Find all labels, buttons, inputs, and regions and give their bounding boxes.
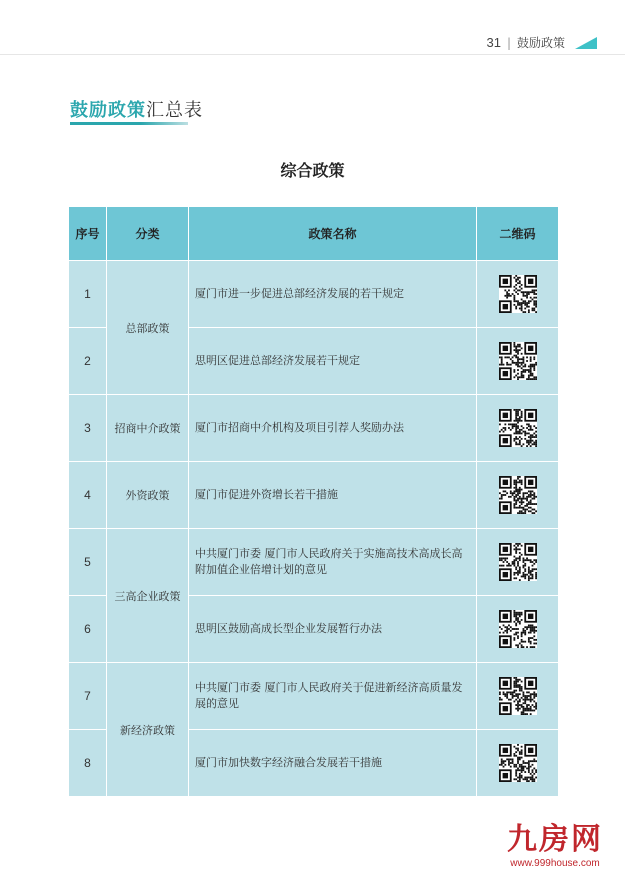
qr-cell [477, 261, 559, 328]
qr-code-icon[interactable] [499, 476, 537, 514]
watermark [507, 814, 603, 869]
row-number: 7 [69, 663, 107, 730]
policy-name: 厦门市促进外资增长若干措施 [189, 462, 477, 529]
table-row [69, 395, 559, 462]
header-section: 鼓励政策 [516, 36, 565, 50]
table-title: 综合政策 [280, 161, 345, 180]
table-row [69, 261, 559, 328]
page-number: 31 [486, 35, 501, 50]
header-no: 序号 [69, 207, 107, 261]
corner-triangle-icon [575, 37, 597, 49]
qr-code-icon[interactable] [499, 744, 537, 782]
qr-code-icon[interactable] [499, 409, 537, 447]
page-header [486, 34, 597, 51]
qr-cell [477, 395, 559, 462]
watermark-logo: 九房网 [507, 822, 603, 857]
section-title-highlight: 鼓励政策 [70, 100, 146, 121]
policy-name: 厦门市加快数字经济融合发展若干措施 [189, 730, 477, 797]
header-qr: 二维码 [477, 207, 559, 261]
section-title [70, 96, 203, 122]
header-separator: | [506, 35, 511, 50]
row-number: 6 [69, 596, 107, 663]
policy-table [68, 206, 559, 797]
policy-name: 中共厦门市委 厦门市人民政府关于促进新经济高质量发展的意见 [189, 663, 477, 730]
category-cell: 招商中介政策 [107, 395, 189, 462]
category-cell: 外资政策 [107, 462, 189, 529]
table-row [69, 462, 559, 529]
section-title-rest: 汇总表 [146, 100, 203, 121]
table-row [69, 663, 559, 730]
row-number: 2 [69, 328, 107, 395]
policy-name: 思明区鼓励高成长型企业发展暂行办法 [189, 596, 477, 663]
policy-name: 中共厦门市委 厦门市人民政府关于实施高技术高成长高附加值企业倍增计划的意见 [189, 529, 477, 596]
qr-code-icon[interactable] [499, 610, 537, 648]
category-cell: 新经济政策 [107, 663, 189, 797]
row-number: 1 [69, 261, 107, 328]
row-number: 8 [69, 730, 107, 797]
qr-cell [477, 328, 559, 395]
row-number: 3 [69, 395, 107, 462]
qr-code-icon[interactable] [499, 342, 537, 380]
qr-cell [477, 529, 559, 596]
policy-name: 思明区促进总部经济发展若干规定 [189, 328, 477, 395]
section-underline [70, 122, 188, 125]
header-policy-name: 政策名称 [189, 207, 477, 261]
watermark-url: www.999house.com [510, 858, 600, 869]
qr-cell [477, 663, 559, 730]
qr-cell [477, 730, 559, 797]
header-divider [0, 54, 625, 55]
qr-cell [477, 462, 559, 529]
category-cell: 总部政策 [107, 261, 189, 395]
policy-name: 厦门市进一步促进总部经济发展的若干规定 [189, 261, 477, 328]
row-number: 4 [69, 462, 107, 529]
qr-code-icon[interactable] [499, 275, 537, 313]
table-row [69, 529, 559, 596]
qr-code-icon[interactable] [499, 543, 537, 581]
qr-cell [477, 596, 559, 663]
header-category: 分类 [107, 207, 189, 261]
row-number: 5 [69, 529, 107, 596]
policy-name: 厦门市招商中介机构及项目引荐人奖励办法 [189, 395, 477, 462]
category-cell: 三高企业政策 [107, 529, 189, 663]
qr-code-icon[interactable] [499, 677, 537, 715]
